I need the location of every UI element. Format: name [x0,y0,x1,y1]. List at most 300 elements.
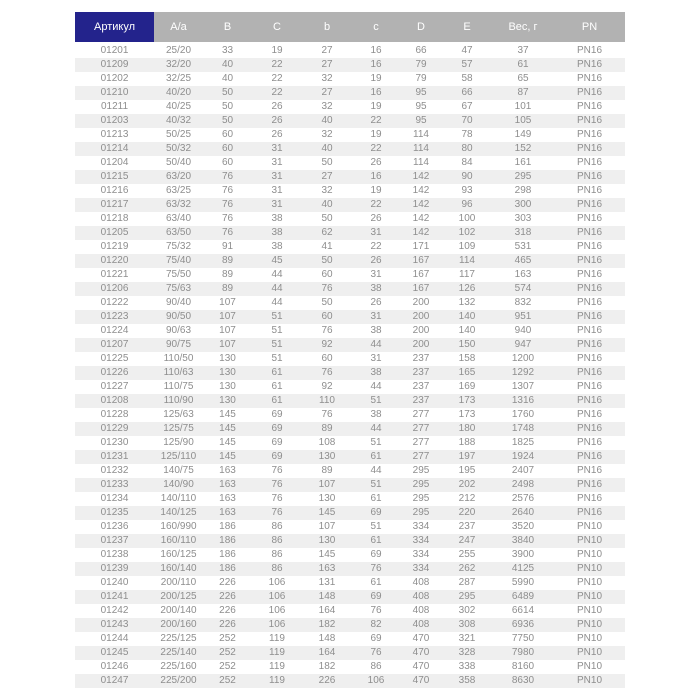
value-cell: 200/125 [160,591,197,602]
article-cell: 01224 [100,325,129,336]
value-cell: 102 [458,227,476,238]
column-header: B [203,12,252,43]
table-row [75,142,625,156]
value-cell: 152 [514,143,532,154]
value-cell: 32 [321,73,333,84]
article-cell: 01241 [100,591,129,602]
value-cell: 1825 [511,437,535,448]
value-cell: 76 [370,605,382,616]
article-cell: 01213 [100,129,129,140]
value-cell: 225/200 [160,675,197,686]
value-cell: PN16 [576,395,602,406]
table-body [75,43,625,688]
value-cell: PN16 [576,409,602,420]
value-cell: 60 [321,311,333,322]
value-cell: 114 [459,255,475,266]
value-cell: 31 [271,185,283,196]
value-cell: 27 [321,45,333,56]
value-cell: 226 [219,619,236,630]
value-cell: 277 [412,451,430,462]
table-row [75,296,625,310]
value-cell: 140/125 [160,507,197,518]
article-cell: 01209 [100,59,129,70]
value-cell: 160/990 [160,521,197,532]
value-cell: PN16 [576,227,602,238]
value-cell: 295 [412,493,430,504]
value-cell: 173 [458,409,476,420]
value-cell: 321 [458,633,476,644]
value-cell: 75/50 [165,269,192,280]
value-cell: PN16 [576,255,602,266]
article-cell: 01219 [100,241,129,252]
value-cell: 4125 [511,563,535,574]
value-cell: 57 [461,59,473,70]
value-cell: 40 [221,59,234,70]
column-header: C [252,12,302,43]
value-cell: 164 [318,647,336,658]
value-cell: 2640 [511,507,535,518]
value-cell: 226 [318,675,336,686]
value-cell: 47 [461,45,473,56]
value-cell: 69 [370,549,382,560]
article-cell: 01232 [100,465,129,476]
value-cell: 334 [412,535,430,546]
table-row [75,660,625,674]
value-cell: PN16 [576,129,602,140]
value-cell: 163 [219,507,236,518]
value-cell: 140/110 [160,493,197,504]
value-cell: 200/140 [160,605,197,616]
value-cell: 200 [412,339,430,350]
value-cell: PN10 [576,591,602,602]
value-cell: 22 [370,199,382,210]
value-cell: PN10 [576,521,602,532]
value-cell: 61 [271,395,283,406]
value-cell: PN16 [576,241,602,252]
value-cell: PN16 [576,493,602,504]
value-cell: 107 [219,311,236,322]
article-cell: 01228 [100,409,129,420]
value-cell: 200 [412,311,430,322]
article-cell: 01207 [100,339,129,350]
value-cell: 50 [321,213,333,224]
value-cell: PN16 [576,101,602,112]
value-cell: 200/160 [160,619,197,630]
value-cell: 50 [321,297,333,308]
value-cell: 1760 [511,409,535,420]
value-cell: PN16 [576,143,602,154]
value-cell: 70 [461,115,473,126]
article-cell: 01235 [100,507,129,518]
value-cell: 90 [461,171,473,182]
value-cell: 165 [458,367,476,378]
value-cell: 255 [458,549,476,560]
value-cell: 66 [415,45,427,56]
value-cell: 96 [461,199,473,210]
value-cell: 69 [370,591,382,602]
table-row [75,646,625,660]
value-cell: 63/50 [165,227,192,238]
value-cell: 212 [458,493,476,504]
value-cell: 145 [219,437,236,448]
article-cell: 01231 [100,451,129,462]
value-cell: 62 [321,227,333,238]
value-cell: 169 [458,381,476,392]
value-cell: 262 [458,563,476,574]
value-cell: 1292 [511,367,535,378]
value-cell: PN16 [576,465,602,476]
value-cell: 149 [514,129,532,140]
value-cell: PN10 [576,577,602,588]
value-cell: 76 [370,647,382,658]
value-cell: 140/75 [163,465,194,476]
value-cell: 76 [271,479,283,490]
value-cell: 6614 [511,605,535,616]
value-cell: 38 [271,213,283,224]
value-cell: 180 [458,423,476,434]
value-cell: 27 [321,59,333,70]
value-cell: 89 [221,255,234,266]
value-cell: 51 [370,437,382,448]
value-cell: 60 [221,143,234,154]
value-cell: 125/63 [163,409,194,420]
value-cell: PN10 [576,535,602,546]
value-cell: 93 [461,185,473,196]
value-cell: 89 [221,269,234,280]
value-cell: 91 [221,241,234,252]
value-cell: 76 [271,493,283,504]
value-cell: 22 [271,73,283,84]
value-cell: 142 [412,185,430,196]
value-cell: PN10 [576,675,602,686]
value-cell: PN10 [576,619,602,630]
value-cell: 470 [412,647,430,658]
value-cell: 107 [219,339,236,350]
value-cell: PN16 [576,437,602,448]
value-cell: 38 [271,241,283,252]
value-cell: 26 [271,115,283,126]
value-cell: 26 [370,213,382,224]
table-row [75,184,625,198]
value-cell: 158 [458,353,476,364]
table-row [75,478,625,492]
value-cell: 40/20 [165,87,192,98]
table-row [75,240,625,254]
value-cell: 145 [219,409,236,420]
value-cell: 38 [370,325,382,336]
value-cell: 140 [458,325,476,336]
value-cell: PN16 [576,213,602,224]
value-cell: 1748 [511,423,535,434]
value-cell: 7750 [511,633,535,644]
value-cell: 92 [321,339,333,350]
value-cell: PN16 [576,311,602,322]
value-cell: 31 [271,199,283,210]
value-cell: 31 [370,269,382,280]
value-cell: 110 [319,395,335,406]
table-row [75,226,625,240]
value-cell: 107 [219,325,236,336]
value-cell: 86 [370,661,382,672]
table-row [75,366,625,380]
table-row [75,72,625,86]
value-cell: PN10 [576,549,602,560]
article-cell: 01203 [100,115,129,126]
value-cell: 16 [370,45,382,56]
value-cell: 470 [412,675,430,686]
value-cell: 226 [219,591,236,602]
value-cell: 69 [370,633,382,644]
value-cell: 61 [271,381,283,392]
value-cell: PN16 [576,115,602,126]
value-cell: 6936 [511,619,535,630]
value-cell: PN16 [576,423,602,434]
table-row [75,422,625,436]
value-cell: 37 [517,45,529,56]
value-cell: 186 [219,521,236,532]
value-cell: 50 [321,157,333,168]
value-cell: 145 [318,549,336,560]
value-cell: 145 [219,451,236,462]
value-cell: 90/75 [165,339,192,350]
article-cell: 01206 [100,283,129,294]
value-cell: 200 [412,325,430,336]
article-cell: 01204 [100,157,129,168]
value-cell: 195 [458,465,476,476]
value-cell: 27 [321,171,333,182]
article-cell: 01208 [100,395,129,406]
value-cell: 105 [514,115,532,126]
value-cell: 38 [271,227,283,238]
table-row [75,604,625,618]
value-cell: 26 [370,255,382,266]
value-cell: 160/125 [160,549,197,560]
value-cell: 40 [221,73,234,84]
value-cell: 951 [514,311,532,322]
value-cell: 69 [271,409,283,420]
value-cell: 8630 [511,675,535,686]
value-cell: 358 [458,675,476,686]
value-cell: 16 [370,171,382,182]
value-cell: 300 [514,199,532,210]
value-cell: 95 [415,101,427,112]
article-cell: 01237 [100,535,129,546]
value-cell: 61 [271,367,283,378]
article-cell: 01238 [100,549,129,560]
value-cell: 3900 [511,549,535,560]
value-cell: 1200 [511,353,535,364]
value-cell: 31 [370,353,382,364]
value-cell: 328 [458,647,476,658]
value-cell: 40/32 [165,115,192,126]
table-row [75,506,625,520]
value-cell: 145 [318,507,336,518]
value-cell: 106 [268,591,286,602]
value-cell: 75/63 [165,283,192,294]
value-cell: PN16 [576,59,602,70]
article-cell: 01221 [100,269,129,280]
value-cell: 167 [412,269,430,280]
value-cell: 167 [412,255,430,266]
value-cell: 1307 [511,381,535,392]
value-cell: 63/40 [165,213,192,224]
value-cell: 22 [370,241,382,252]
value-cell: 465 [514,255,532,266]
value-cell: PN16 [576,45,602,56]
value-cell: 19 [370,73,382,84]
value-cell: 574 [514,283,532,294]
value-cell: 87 [517,87,529,98]
value-cell: 25/20 [165,45,192,56]
value-cell: 107 [318,479,336,490]
value-cell: 408 [412,577,430,588]
value-cell: 318 [514,227,532,238]
value-cell: PN16 [576,73,602,84]
value-cell: 125/90 [163,437,194,448]
article-cell: 01227 [100,381,129,392]
value-cell: 252 [219,647,236,658]
article-cell: 01201 [100,45,129,56]
value-cell: 61 [370,535,382,546]
value-cell: 237 [412,367,430,378]
value-cell: 3520 [511,521,535,532]
value-cell: 89 [321,423,333,434]
value-cell: 50 [221,115,234,126]
value-cell: 167 [412,283,430,294]
value-cell: PN16 [576,171,602,182]
table-row [75,534,625,548]
value-cell: 188 [458,437,476,448]
value-cell: 76 [321,367,333,378]
value-cell: PN16 [576,185,602,196]
value-cell: 114 [413,143,429,154]
value-cell: 44 [271,297,283,308]
value-cell: 186 [219,549,236,560]
value-cell: 2576 [511,493,535,504]
value-cell: 408 [412,605,430,616]
table-row [75,212,625,226]
value-cell: 237 [412,353,430,364]
value-cell: 51 [370,479,382,490]
value-cell: 76 [221,185,234,196]
value-cell: 277 [412,423,430,434]
value-cell: 38 [370,367,382,378]
value-cell: 197 [458,451,476,462]
value-cell: 163 [219,493,236,504]
value-cell: 19 [370,101,382,112]
article-cell: 01233 [100,479,129,490]
value-cell: 114 [413,157,429,168]
value-cell: 117 [459,269,475,280]
value-cell: PN16 [576,367,602,378]
value-cell: 163 [514,269,532,280]
value-cell: 22 [271,87,283,98]
value-cell: 106 [268,577,286,588]
table-row [75,450,625,464]
header-row [75,12,625,43]
table-row [75,562,625,576]
table-row [75,380,625,394]
value-cell: 2498 [511,479,535,490]
value-cell: 76 [321,409,333,420]
value-cell: 60 [321,269,333,280]
value-cell: 6489 [511,591,535,602]
value-cell: 50/25 [165,129,192,140]
value-cell: 44 [370,465,382,476]
spec-table [75,12,625,688]
value-cell: 225/125 [160,633,197,644]
value-cell: 60 [221,129,234,140]
value-cell: 61 [517,59,529,70]
table-row [75,408,625,422]
article-cell: 01214 [100,143,129,154]
article-cell: 01222 [100,297,129,308]
table-row [75,268,625,282]
value-cell: 130 [318,535,336,546]
value-cell: 58 [461,73,473,84]
value-cell: 237 [412,381,430,392]
value-cell: PN16 [576,199,602,210]
value-cell: 308 [458,619,476,630]
article-cell: 01245 [100,647,129,658]
table-row [75,198,625,212]
value-cell: 106 [367,675,385,686]
article-cell: 01239 [100,563,129,574]
value-cell: 65 [517,73,529,84]
value-cell: 110/90 [163,395,194,406]
value-cell: 200 [412,297,430,308]
value-cell: 237 [458,521,476,532]
value-cell: 44 [370,423,382,434]
value-cell: 45 [271,255,283,266]
value-cell: PN10 [576,661,602,672]
value-cell: 302 [458,605,476,616]
value-cell: 69 [271,423,283,434]
value-cell: 40 [321,143,333,154]
table-row [75,156,625,170]
value-cell: 163 [219,465,236,476]
value-cell: 338 [458,661,476,672]
article-cell: 01217 [100,199,129,210]
value-cell: 247 [458,535,476,546]
value-cell: 832 [514,297,532,308]
value-cell: 237 [412,395,430,406]
value-cell: 90/40 [165,297,192,308]
value-cell: 150 [458,339,476,350]
value-cell: 334 [412,563,430,574]
table-row [75,436,625,450]
value-cell: 50 [221,87,234,98]
value-cell: 32 [321,185,333,196]
value-cell: 131 [318,577,336,588]
column-header-article: Артикул [75,12,154,43]
value-cell: 50/40 [165,157,192,168]
value-cell: 22 [370,143,382,154]
value-cell: 95 [415,115,427,126]
article-cell: 01242 [100,605,129,616]
value-cell: 226 [219,605,236,616]
value-cell: 142 [412,199,430,210]
value-cell: 44 [271,283,283,294]
value-cell: 130 [318,493,336,504]
value-cell: 61 [370,451,382,462]
value-cell: 295 [458,591,476,602]
value-cell: 119 [269,675,285,686]
value-cell: 163 [318,563,336,574]
value-cell: 31 [370,227,382,238]
value-cell: 295 [412,479,430,490]
value-cell: 119 [269,647,285,658]
